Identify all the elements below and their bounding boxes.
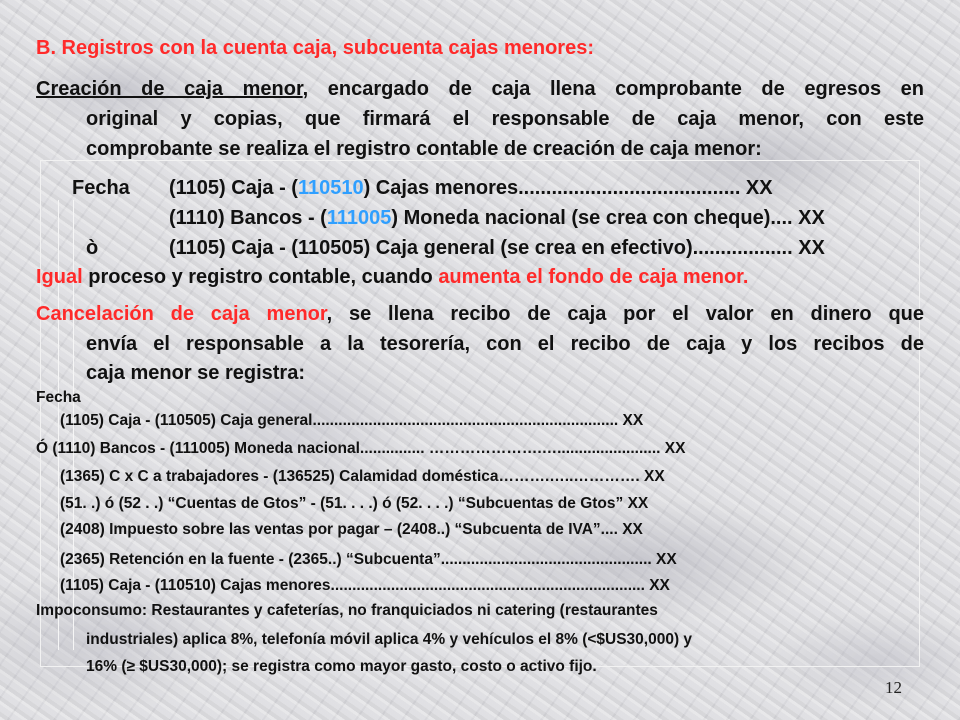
impoconsumo-line-3: 16% (≥ $US30,000); se registra como mayor gasto, costo o activo fijo.: [86, 658, 597, 675]
cancellation-title: Cancelación de caja menor: [36, 303, 327, 325]
increase-note: [36, 262, 748, 292]
cancel-entry: Ó (1110) Bancos - (111005) Moneda nacional............... ………………….…........................ XX: [36, 440, 686, 457]
creation-paragraph-line-1: [36, 74, 924, 104]
cancel-entry: (51. .) ó (52 . .) “Cuentas de Gtos” - (51. . . .) ó (52. . . .) “Subcuentas de Gtos” XX: [60, 495, 649, 512]
cancellation-paragraph-line-1: [36, 299, 924, 329]
creation-line-1-rest: , encargado de caja llena comprobante de egresos en: [302, 78, 925, 100]
increase-highlight: aumenta el fondo de caja menor.: [438, 266, 749, 288]
entry-text: [169, 233, 825, 263]
impoconsumo-line-2: industriales) aplica 8%, telefonía móvil aplica 4% y vehículos el 8% (<$US30,000) y: [86, 631, 693, 648]
entry-subaccount-code: 110510: [297, 177, 364, 199]
entry-subaccount-code: 110505: [297, 237, 364, 259]
cancel-entry: (2408) Impuesto sobre las ventas por pagar – (2408..) “Subcuenta de IVA”.... XX: [60, 521, 643, 538]
entry-post: ) Cajas menores........................................ XX: [363, 177, 773, 199]
entry-date-label: Fecha: [72, 177, 130, 199]
section-heading: B. Registros con la cuenta caja, subcuenta cajas menores:: [36, 37, 594, 59]
entry-or-label: ò: [86, 237, 99, 259]
entry-pre: (1105) Caja - (: [169, 237, 298, 259]
increase-middle: proceso y registro contable, cuando: [82, 266, 439, 288]
creation-entry-row: [36, 233, 926, 263]
cancel-entry: (1105) Caja - (110505) Caja general....................................................................... XX: [60, 412, 644, 429]
creation-title: Creación de caja menor: [36, 78, 303, 100]
cancellation-paragraph-line-2: envía el responsable a la tesorería, con el recibo de caja y los recibos de: [86, 333, 924, 355]
increase-word: Igual: [36, 266, 83, 288]
entry-post: ) Caja general (se crea en efectivo).................. XX: [363, 237, 825, 259]
cancellation-paragraph-line-3: caja menor se registra:: [86, 362, 305, 384]
cancellation-line-1-rest: , se llena recibo de caja por el valor en dinero que: [326, 303, 924, 325]
entry-pre: (1105) Caja - (: [169, 177, 298, 199]
creation-entry-row: [36, 173, 926, 203]
slide-number: 12: [885, 678, 902, 697]
entry-text: [169, 203, 825, 233]
entry-subaccount-code: 111005: [326, 207, 392, 229]
entry-post: ) Moneda nacional (se crea con cheque).... XX: [391, 207, 825, 229]
cancel-entry: (1365) C x C a trabajadores - (136525) Calamidad doméstica……….…..…………. XX: [60, 468, 665, 485]
entry-pre: (1110) Bancos - (: [169, 207, 327, 229]
entry-text: [169, 173, 773, 203]
cancel-entry: (2365) Retención en la fuente - (2365..) “Subcuenta”................................................. XX: [60, 551, 677, 568]
creation-paragraph-line-2: original y copias, que firmará el responsable de caja menor, con este: [86, 108, 924, 130]
impoconsumo-line-1: Impoconsumo: Restaurantes y cafeterías, no franquiciados ni catering (restaurantes: [36, 602, 658, 619]
cancel-date-label: Fecha: [36, 389, 81, 406]
cancel-entry: (1105) Caja - (110510) Cajas menores......................................................................... XX: [60, 577, 670, 594]
creation-paragraph-line-3: comprobante se realiza el registro contable de creación de caja menor:: [86, 138, 762, 160]
creation-entry-row: [36, 203, 926, 233]
